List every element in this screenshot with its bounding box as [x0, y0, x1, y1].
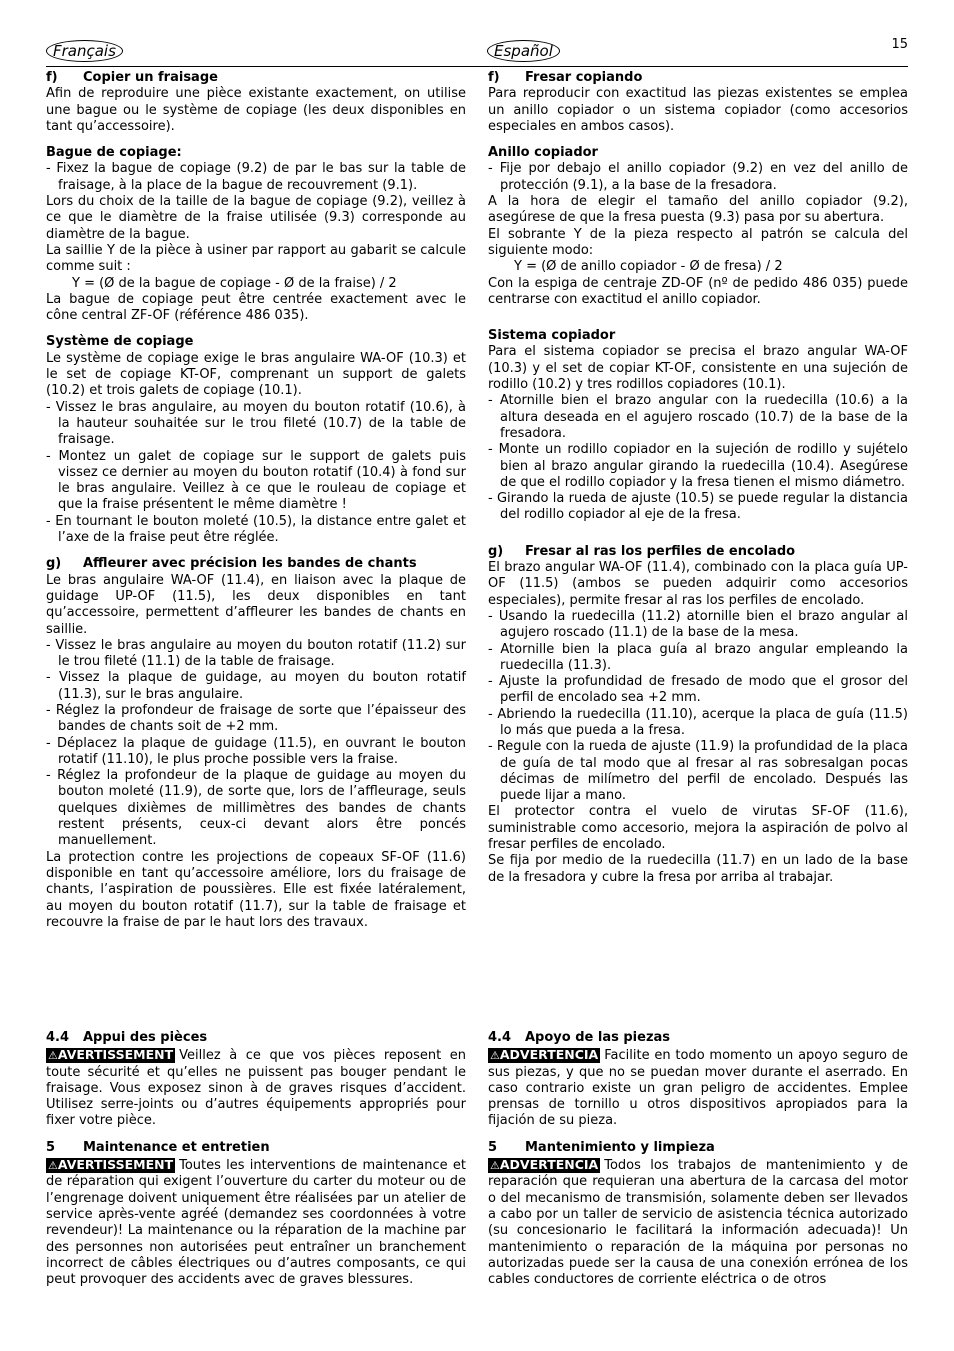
- warning-badge: ⚠AVERTISSEMENT: [48, 1157, 174, 1173]
- paragraph: El protector contra el vuelo de virutas SF-OF (11.6), suministrable como accesorio, mejora la aspiración de polvo al fresar perfiles de encolado.: [488, 804, 908, 853]
- paragraph: Con la espiga de centraje ZD-OF (nº de pedido 486 035) puede centrarse con exactitud el anillo copiador.: [488, 275, 908, 307]
- section-heading: 5 Mantenimiento y limpieza: [488, 1139, 715, 1155]
- list-item: - Fixez la bague de copiage (9.2) de par le bas sur la table de fraisage, à la place de la bague de recouvrement (9.1).: [46, 161, 466, 193]
- spanish-column: [488, 70, 908, 886]
- section-heading: 5 Maintenance et entretien: [46, 1139, 270, 1155]
- list-item: - Regule con la rueda de ajuste (11.9) la profundidad de la placa de guía de tal modo que al fresar al ras sobresalgan pocas décimas de milímetro del perfil de encolado. Después las puede lijar a mano.: [488, 739, 908, 804]
- french-column: [46, 70, 466, 931]
- warning-badge: ⚠AVERTISSEMENT: [48, 1047, 174, 1063]
- subheading: Système de copiage: [46, 334, 194, 350]
- paragraph: Afin de reproduire une pièce existante exactement, on utilise une bague ou le système de copiage (les deux disponibles en tant qu’accessoire).: [46, 86, 466, 134]
- paragraph: El brazo angular WA-OF (11.4), combinado con la placa guía UP-OF (11.5) (ambos se pueden adquirir como accesorios especiales), permite fresar al ras los perfiles de encolado.: [488, 560, 908, 608]
- section-heading: f) Fresar copiando: [488, 70, 643, 85]
- formula: Y = (Ø de anillo copiador - Ø de fresa) / 2: [514, 259, 783, 275]
- language-label-spanish: Español: [487, 40, 560, 62]
- warning-paragraph: ⚠AVERTISSEMENT Toutes les interventions de maintenance et de réparation qui exigent l’ouverture du carter du moteur ou de l’engrenage doivent uniquement être réalisées par un atelier de service après-vente agréé (demandez ses coordonnées à votre revendeur)! La maintenance ou la réparation de la machine par des personnes non autorisées peut entraîner un branchement incorrect de câbles électriques ou d’autres composants, ce qui peut provoquer des accidents avec de graves blessures.: [46, 1157, 466, 1288]
- page-number: 15: [891, 37, 908, 52]
- warning-paragraph: ⚠ADVERTENCIA Todos los trabajos de mantenimiento y de reparación que requieran una abertura de la carcasa del motor o del mecanismo de transmisión, solamente deben ser llevados a cabo por un taller de servicio de asistencia técnica autorizado (su concesionario le facilitará la información adecuada)! Un mantenimiento o reparación de la máquina por personas no autorizadas puede ser la causa de una conexión errónea de los cables conductores de corriente eléctrica o de otros: [488, 1157, 908, 1288]
- list-item: - Vissez le bras angulaire au moyen du bouton rotatif (11.2) sur le trou fileté (11.1) de la table de fraisage.: [46, 637, 466, 670]
- language-label-french: Français: [46, 40, 123, 62]
- list-item: - Ajuste la profundidad de fresado de modo que el grosor del perfil de encolado sea +2 mm.: [488, 674, 908, 706]
- paragraph: Se fija por medio de la ruedecilla (11.7) en un lado de la base de la fresadora y cubre la fresa por arriba al trabajar.: [488, 853, 908, 885]
- warning-paragraph: ⚠AVERTISSEMENT Veillez à ce que vos pièces reposent en toute sécurité et qu’elles ne puissent pas bouger pendant le fraisage. Vous exposez sinon à de graves risques d’accident. Utilisez serre-joints ou d’autres équipements appropriés pour fixer votre pièce.: [46, 1047, 466, 1129]
- paragraph: A la hora de elegir el tamaño del anillo copiador (9.2), asegúrese de que la fresa puesta (9.3) pasa por su abertura.: [488, 194, 908, 226]
- list-item: - En tournant le bouton moleté (10.5), la distance entre galet et l’axe de la fraise peut être réglée.: [46, 513, 466, 546]
- subheading: Anillo copiador: [488, 145, 598, 161]
- warning-icon: ⚠: [490, 1159, 500, 1173]
- subheading: Bague de copiage:: [46, 145, 182, 161]
- list-item: - Fije por debajo el anillo copiador (9.2) en vez del anillo de protección (9.1), a la base de la fresadora.: [488, 161, 908, 193]
- list-item: - Atornille bien la placa guía al brazo angular empleando la ruedecilla (11.3).: [488, 641, 908, 673]
- french-column-lower: [46, 1030, 466, 1288]
- paragraph: Para reproducir con exactitud las piezas existentes se emplea un anillo copiador o un sistema copiador (como accesorios especiales en ambos casos).: [488, 86, 908, 134]
- warning-icon: ⚠: [490, 1049, 500, 1063]
- section-heading: g) Fresar al ras los perfiles de encolado: [488, 543, 796, 559]
- section-heading: f) Copier un fraisage: [46, 70, 218, 85]
- warning-badge: ⚠ADVERTENCIA: [490, 1157, 599, 1173]
- list-item: - Vissez la plaque de guidage, au moyen du bouton rotatif (11.3), sur le bras angulaire.: [46, 670, 466, 702]
- list-item: - Girando la rueda de ajuste (10.5) se puede regular la distancia del rodillo copiador al eje de la fresa.: [488, 491, 908, 523]
- section-heading: g) Affleurer avec précision les bandes de chants: [46, 556, 417, 572]
- list-item: - Montez un galet de copiage sur le support de galets puis vissez ce dernier au moyen du bouton rotatif (10.4) à fond sur le bras angulaire. Veillez à ce que le rouleau de copiage et que la fraise présentent le même diamètre !: [46, 448, 466, 513]
- paragraph: Le système de copiage exige le bras angulaire WA-OF (10.3) et le set de copiage KT-OF, comprenant un support de galets (10.2) et trois galets de copiage (10.1).: [46, 350, 466, 399]
- warning-paragraph: ⚠ADVERTENCIA Facilite en todo momento un apoyo seguro de sus piezas, y que no se puedan mover durante el aserrado. En caso contrario existe un gran peligro de accidentes. Emplee prensas de tornillo u otros dispositivos apropiados para la fijación de su pieza.: [488, 1047, 908, 1129]
- list-item: - Réglez la profondeur de fraisage de sorte que l’épaisseur des bandes de chants soit de +2 mm.: [46, 702, 466, 735]
- paragraph: El sobrante Y de la pieza respecto al patrón se calcula del siguiente modo:: [488, 226, 908, 258]
- subheading: Sistema copiador: [488, 328, 616, 344]
- paragraph: Lors du choix de la taille de la bague de copiage (9.2), veillez à ce que le diamètre de la fraise utilisée (9.3) corresponde au diamètre de la bague.: [46, 194, 466, 242]
- header-rule: [46, 66, 908, 67]
- section-heading: 4.4 Appui des pièces: [46, 1030, 208, 1045]
- paragraph: Le bras angulaire WA-OF (11.4), en liaison avec la plaque de guidage UP-OF (11.5), les deux disponibles en tant qu’accessoire, permettent d’affleurer les bandes de chants en saillie.: [46, 572, 466, 637]
- formula: Y = (Ø de la bague de copiage - Ø de la fraise) / 2: [72, 275, 397, 291]
- list-item: - Atornille bien el brazo angular con la ruedecilla (10.6) a la altura deseada en el agujero roscado (10.7) de la base de la fresadora.: [488, 393, 908, 441]
- warning-badge: ⚠ADVERTENCIA: [490, 1047, 599, 1063]
- list-item: - Réglez la profondeur de la plaque de guidage au moyen du bouton moleté (11.9), de sorte que, lors de l’affleurage, seuls quelques dixièmes de millimètres des bandes de chants restent présents, ceux-ci devant alors être poncés manuellement.: [46, 768, 466, 849]
- list-item: - Usando la ruedecilla (11.2) atornille bien el brazo angular al agujero roscado (11.1) de la base de la mesa.: [488, 608, 908, 641]
- list-item: - Monte un rodillo copiador en la sujeción de rodillo y sujételo bien al brazo angular girando la ruedecilla (10.4). Asegúrese de que el rodillo copiador y la fresa tienen el mismo diámetro.: [488, 442, 908, 490]
- paragraph: La bague de copiage peut être centrée exactement avec le cône central ZF-OF (référence 486 035).: [46, 291, 466, 324]
- list-item: - Abriendo la ruedecilla (11.10), acerque la placa de guía (11.5) lo más que pueda a la fresa.: [488, 706, 908, 738]
- warning-icon: ⚠: [48, 1159, 58, 1173]
- paragraph: Para el sistema copiador se precisa el brazo angular WA-OF (10.3) y el set de copiar KT-OF, consistente en una sujeción de rodillo (10.2) y tres rodillos copiadores (10.1).: [488, 344, 908, 393]
- spanish-column-lower: [488, 1030, 908, 1288]
- paragraph: La saillie Y de la pièce à usiner par rapport au gabarit se calcule comme suit :: [46, 242, 466, 275]
- list-item: - Déplacez la plaque de guidage (11.5), en ouvrant le bouton rotatif (11.10), le plus proche possible vers la fraise.: [46, 735, 466, 767]
- section-heading: 4.4 Apoyo de las piezas: [488, 1030, 671, 1045]
- list-item: - Vissez le bras angulaire, au moyen du bouton rotatif (10.6), à la hauteur souhaitée sur le trou fileté (10.7) de la table de fraisage.: [46, 399, 466, 448]
- paragraph: La protection contre les projections de copeaux SF-OF (11.6) disponible en tant qu’accessoire améliore, lors du fraisage de chants, l’aspiration de poussières. Elle est fixée latéralement, au moyen du bouton rotatif (11.7), sur la table de fraisage et recouvre la fraise de par le haut lors des travaux.: [46, 849, 466, 930]
- warning-icon: ⚠: [48, 1049, 58, 1063]
